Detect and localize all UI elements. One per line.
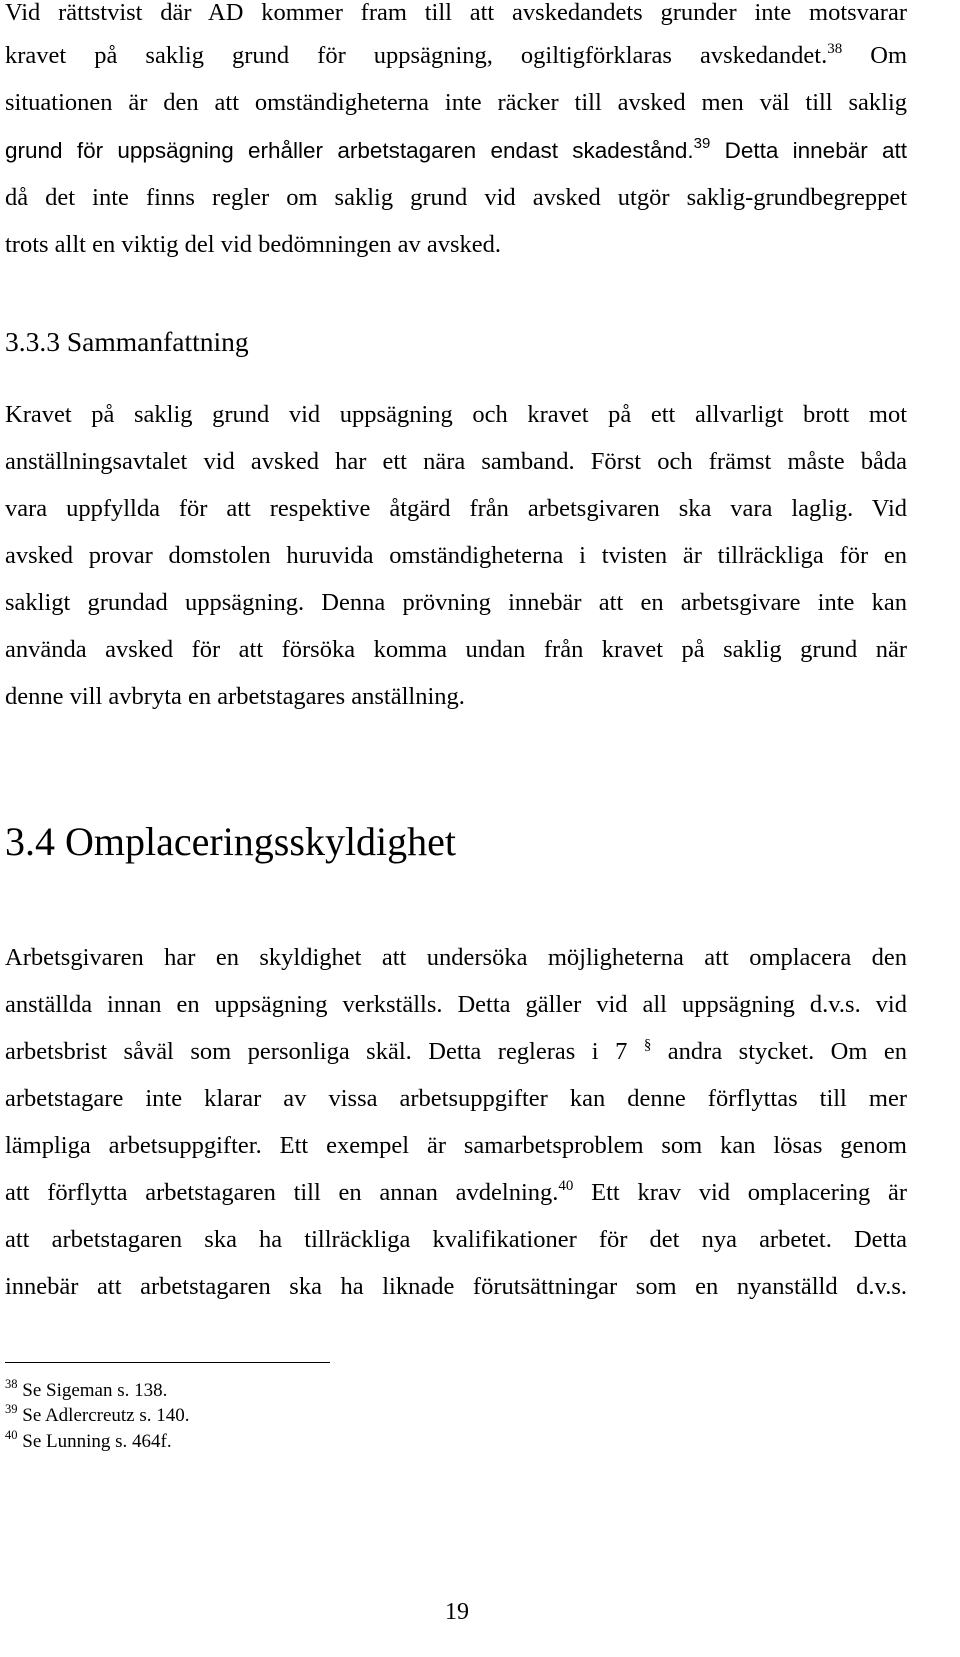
body-line: anställningsavtalet vid avsked har ett nära samband. Först och främst måste båda	[5, 448, 907, 475]
body-line: trots allt en viktig del vid bedömningen av avsked.	[5, 231, 502, 258]
chapter-heading: 3.4 Omplaceringsskyldighet	[5, 819, 457, 864]
body-line: arbetstagare inte klarar av vissa arbetsuppgifter kan denne förflyttas till mer	[5, 1085, 907, 1112]
body-line: kravet på saklig grund för uppsägning, ogiltigförklaras avskedandet.$^{38}$ Om	[5, 41, 908, 69]
footnote	[5, 1430, 172, 1454]
body-line: arbetsbrist såväl som personliga skäl. Detta regleras i 7 § andra stycket. Om en	[5, 1037, 908, 1065]
body-line: Kravet på saklig grund vid uppsägning och kravet på ett allvarligt brott mot	[5, 401, 907, 428]
footnote-text: Se Lunning s. 464f.	[22, 1431, 172, 1452]
footnote	[5, 1379, 167, 1403]
page-number: 19	[445, 1599, 469, 1625]
body-line: innebär att arbetstagaren ska ha liknade förutsättningar som en nyanställd d.v.s.	[5, 1273, 907, 1300]
footnote	[5, 1404, 190, 1428]
body-line: anställda innan en uppsägning verkställs. Detta gäller vid all uppsägning d.v.s. vid	[5, 991, 907, 1018]
footnote-number: 39	[5, 1402, 18, 1416]
footnote-number: 40	[5, 1428, 18, 1442]
body-line: att arbetstagaren ska ha tillräckliga kvalifikationer för det nya arbetet. Detta	[5, 1226, 907, 1253]
body-line: Arbetsgivaren har en skyldighet att undersöka möjligheterna att omplacera den	[5, 944, 907, 971]
body-line: att förflytta arbetstagaren till en annan avdelning.$^{40}$ Ett krav vid omplacering är	[5, 1178, 908, 1206]
body-line: sakligt grundad uppsägning. Denna prövning innebär att en arbetsgivare inte kan	[5, 589, 907, 616]
body-line: lämpliga arbetsuppgifter. Ett exempel är samarbetsproblem som kan lösas genom	[5, 1132, 907, 1159]
footnote-number: 38	[5, 1377, 18, 1391]
body-line: vara uppfyllda för att respektive åtgärd från arbetsgivaren ska vara laglig. Vid	[5, 495, 907, 522]
body-line: grund för uppsägning erhåller arbetstagaren endast skadestånd.$^{39}$ Detta innebär att	[5, 135, 908, 163]
body-line: då det inte finns regler om saklig grund vid avsked utgör saklig-grundbegreppet	[5, 184, 907, 211]
body-line: situationen är den att omständigheterna inte räcker till avsked men väl till saklig	[5, 89, 907, 116]
footnote-separator	[5, 1362, 330, 1363]
body-line: använda avsked för att försöka komma undan från kravet på saklig grund när	[5, 636, 907, 663]
footnote-ref: 39	[693, 135, 711, 152]
footnote-text: Se Adlercreutz s. 140.	[22, 1405, 190, 1426]
footnote-ref: 38	[827, 41, 843, 57]
footnote-text: Se Sigeman s. 138.	[22, 1380, 168, 1401]
section-symbol: §	[643, 1037, 652, 1053]
section-heading: 3.3.3 Sammanfattning	[5, 326, 249, 357]
body-line: denne vill avbryta en arbetstagares anställning.	[5, 683, 465, 710]
body-line: avsked provar domstolen huruvida omständigheterna i tvisten är tillräckliga för en	[5, 542, 907, 569]
footnote-ref: 40	[558, 1178, 574, 1194]
body-line: Vid rättstvist där AD kommer fram till att avskedandets grunder inte motsvarar	[5, 0, 907, 26]
